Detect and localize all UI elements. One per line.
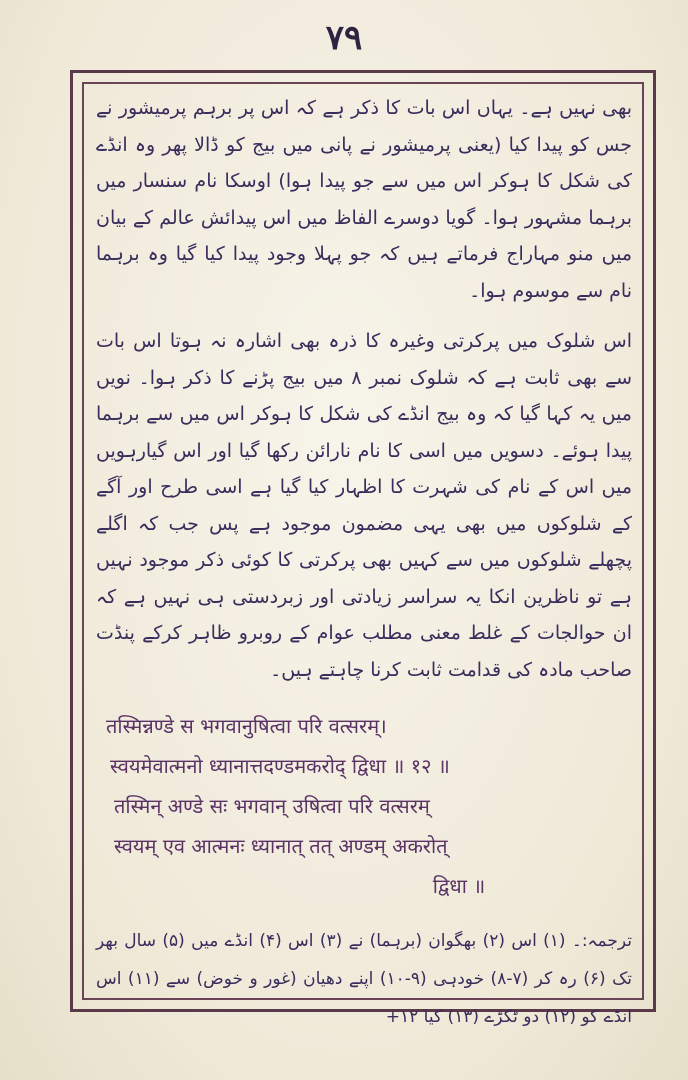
sanskrit-line-4: स्वयम् एव आत्मनः ध्यानात् तत् अण्डम् अकरोत् [114,834,448,858]
sanskrit-line-1: तस्मिन्नण्डे स भगवानुषित्वा परि वत्सरम्। [106,714,387,738]
paragraph-2: اس شلوک میں پرکرتی وغیرہ کا ذرہ بھی اشارہ نہ ہوتا اس بات سے بھی ثابت ہے کہ شلوک نمبر ۸ میں بیج پڑنے کا ذکر ہوا۔ نویں میں یہ کہا گیا کہ وہ بیج انڈے کی شکل کا ہوکر اس میں سے برہما پیدا ہوئے۔ دسویں میں اسی کا نام نارائن رکھا گیا اور اس گیارہویں میں اس کے نام کی شہرت کا اظہار کیا گیا ہے اسی طرح اور آگے کے شلوکوں میں بھی یہی مضمون موجود ہے پس جب کہ اگلے پچھلے شلوکوں میں سے کہیں بھی پرکرتی کا کوئی ذکر موجود نہیں ہے تو ناظرین انکا یہ سراسر زیادتی اور زبردستی ہی نہیں ہے کہ ان حوالجات کے غلط معنی مطلب عوام کے روبرو ظاہر کرکے پنڈت صاحب مادہ کی قدامت ثابت کرنا چاہتے ہیں۔ [96,330,632,681]
translation-text: ترجمہ:۔ (۱) اس (۲) بھگوان (برہما) نے (۳) اس (۴) انڈے میں (۵) سال بھر تک (۶) رہ کر (۷-۸) خودہی (۹-۱۰) اپنے دھیان (غور و خوض) سے (۱۱) اس انڈے کو (۱۲) دو ٹکڑے (۱۳) کیا ۱۲+ [96,931,633,1027]
sanskrit-verse [96,706,632,906]
page-content [96,90,632,1053]
sanskrit-line-5: द्विधा ॥ [432,874,486,898]
paragraph-1: بھی نہیں ہے۔ یہاں اس بات کا ذکر ہے کہ اس پر برہم پرمیشور نے جس کو پیدا کیا (یعنی پرمیشور نے پانی میں بیج کو ڈالا پھر وہ انڈے کی شکل کا ہوکر اس میں سے جو پیدا ہوا) اوسکا نام سنسار میں برہما مشہور ہوا۔ گویا دوسرے الفاظ میں اس پیدائش عالم کے بیان میں منو مہاراج فرماتے ہیں کہ جو پہلا وجود پیدا کیا گیا وہ برہما نام سے موسوم ہوا۔ [96,97,632,302]
page-number: ٧٩ [325,18,363,58]
sanskrit-line-2: स्वयमेवात्मनो ध्यानात्तदण्डमकरोद् द्विधा ॥ १२ ॥ [110,754,450,778]
sanskrit-line-3: तस्मिन् अण्डे सः भगवान् उषित्वा परि वत्सरम् [114,794,430,818]
